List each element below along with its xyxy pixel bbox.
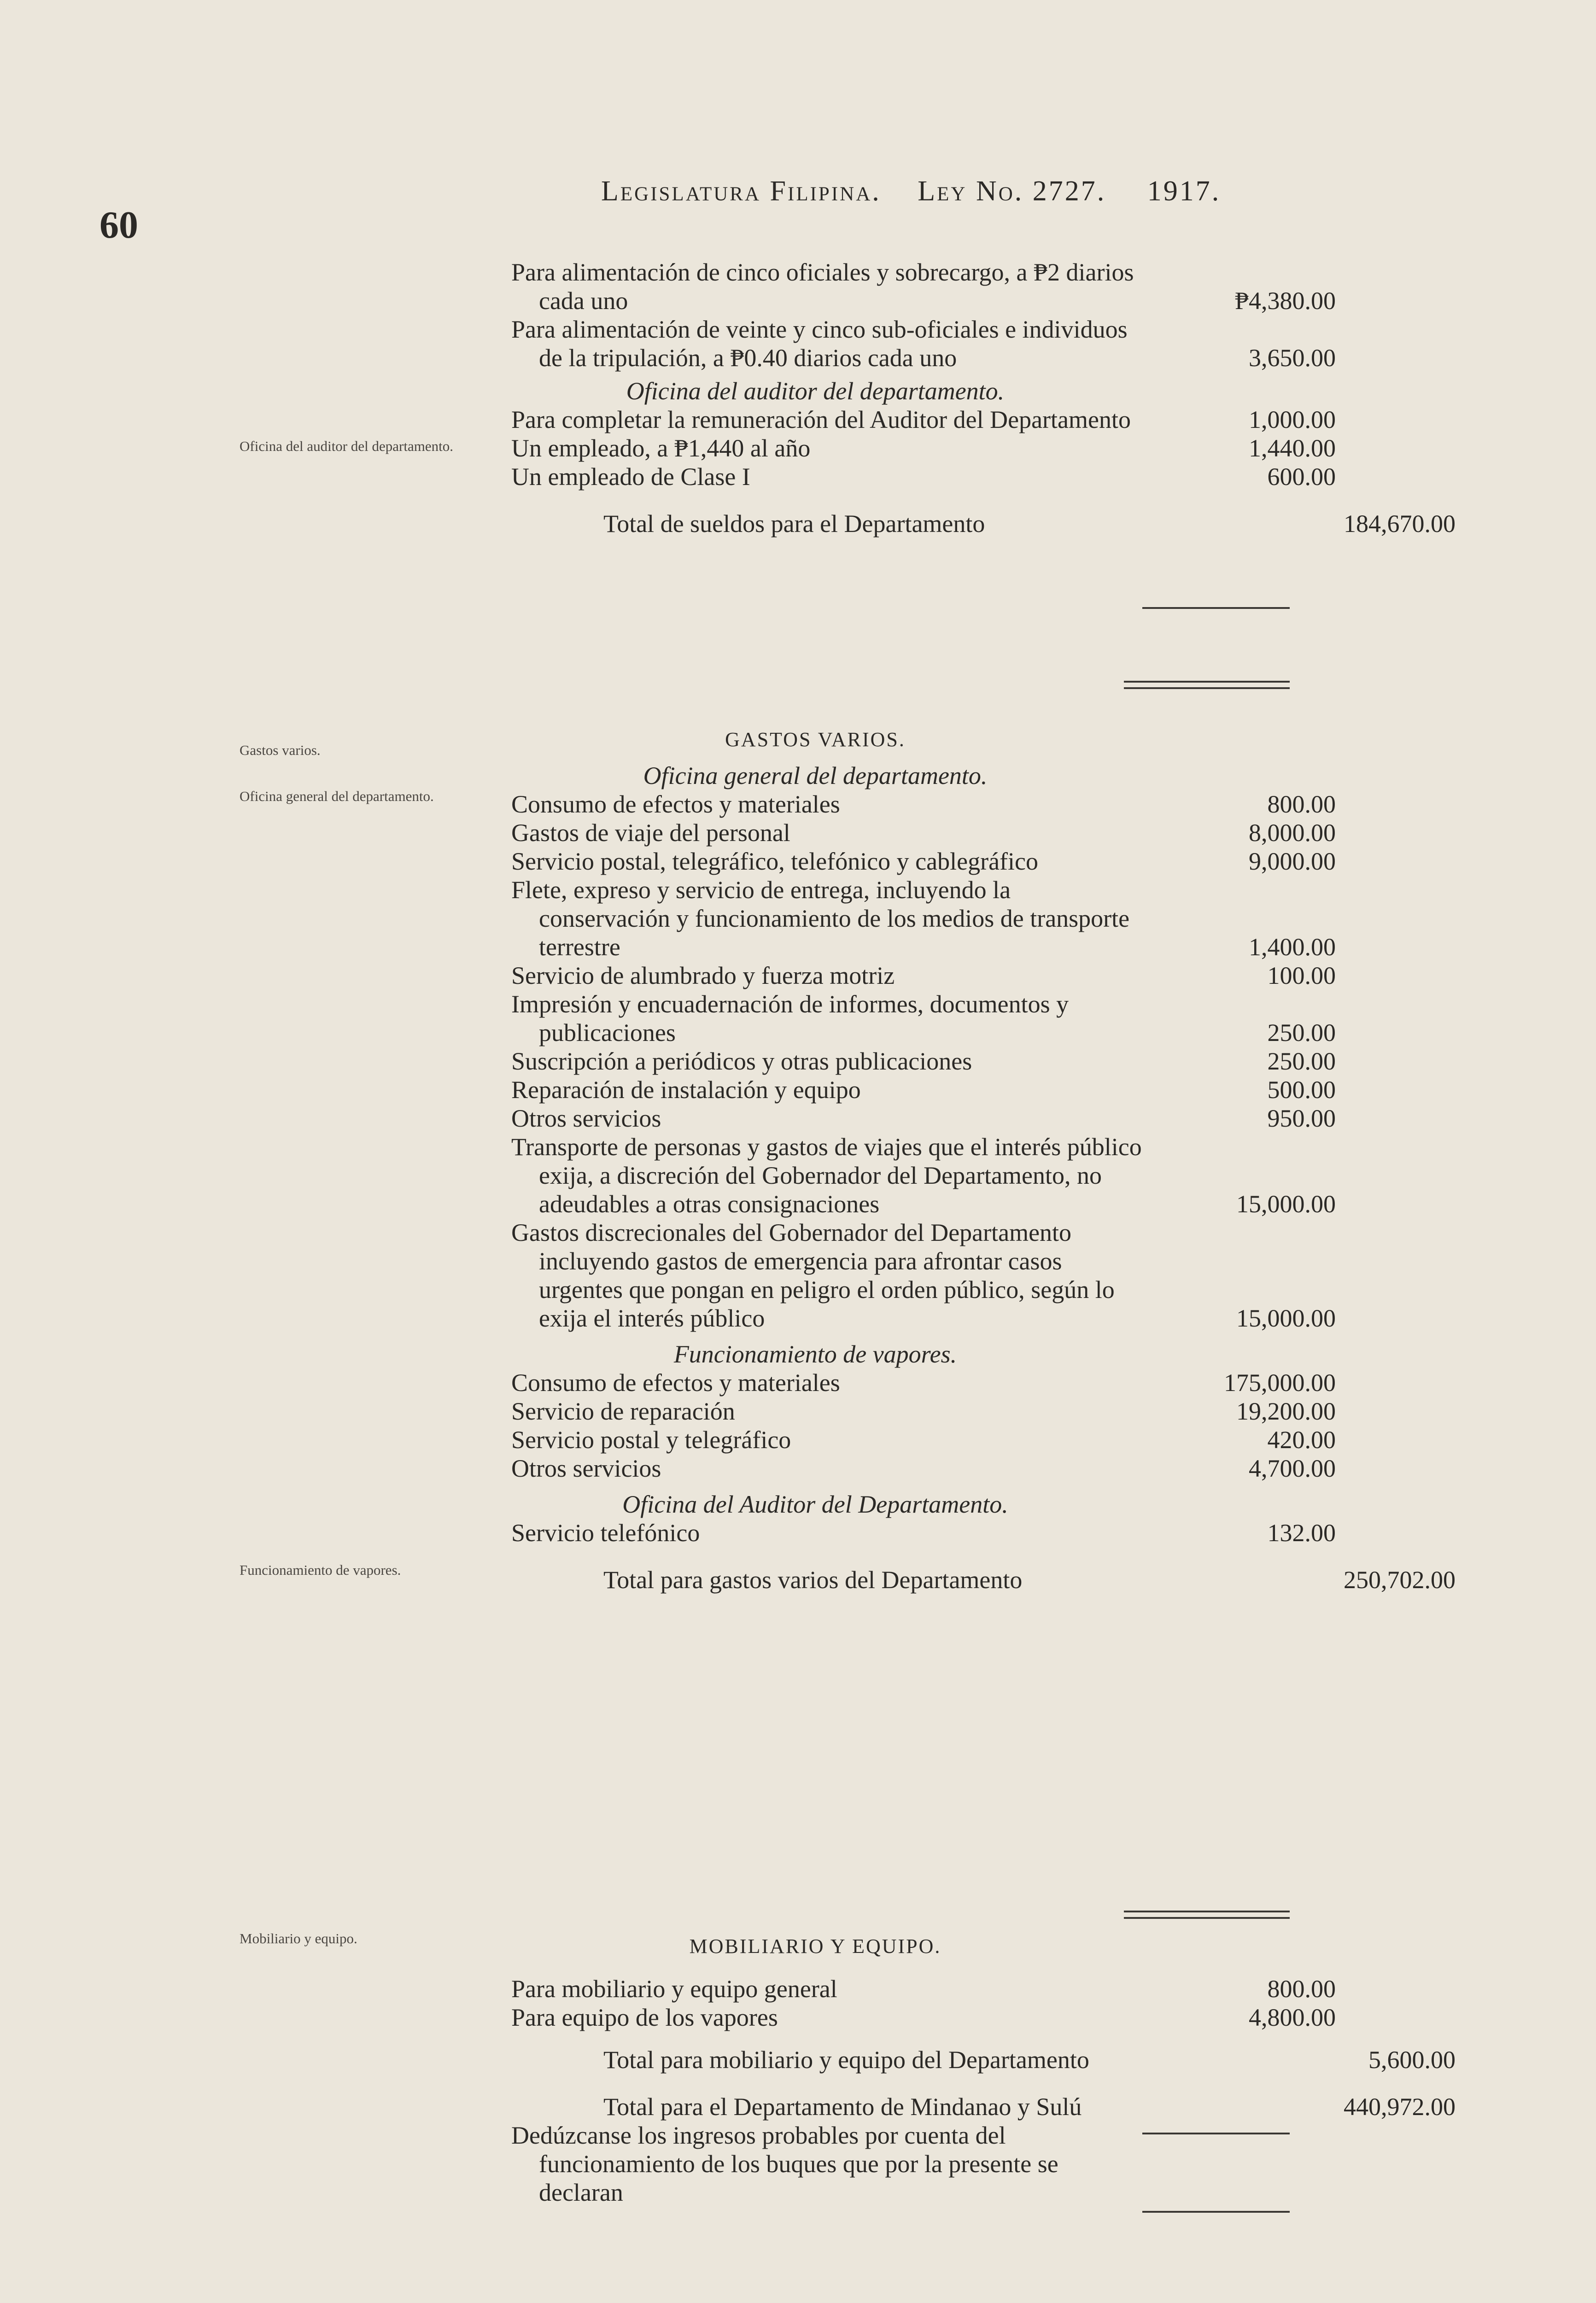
vapores-row [511,1368,1336,1397]
item-amount: 800.00 [1267,1975,1336,2003]
auditor2-heading: Oficina del Auditor del Departamento. [622,1491,1008,1518]
item-amount: 15,000.00 [1236,1304,1336,1332]
total-double-rule [1124,681,1290,689]
item-amount: 100.00 [1267,962,1336,989]
margin-note-gastos: Gastos varios. [240,742,321,758]
item-amount: ₱4,380.00 [1234,287,1336,315]
total-sueldos-text: Total de sueldos para el Departamento [603,510,985,538]
header-title: Legislatura Filipina. [601,175,881,207]
oficina-general-heading: Oficina general del departamento. [643,762,988,789]
mobiliario-caption: MOBILIARIO Y EQUIPO. [689,1935,941,1958]
salary-row [511,258,1336,315]
gastos-row [511,818,1336,847]
gastos-row [511,847,1336,876]
total-departamento-amount: 440,972.00 [1344,2093,1456,2121]
header-year: 1917. [1147,175,1221,207]
item-text: Suscripción a periódicos y otras publicaciones [511,1047,972,1075]
auditor-row [511,405,1336,434]
item-amount: 1,400.00 [1249,933,1336,961]
item-text: Para mobiliario y equipo general [511,1975,837,2003]
vapores-row [511,1426,1336,1454]
item-text: Para alimentación de cinco oficiales y sobrecargo, a ₱2 diarios cada uno [511,258,1134,315]
item-text: Otros servicios [511,1105,661,1132]
item-amount: 1,440.00 [1249,434,1336,462]
total-gastos-text: Total para gastos varios del Departamento [603,1566,1023,1594]
gastos-row [511,1104,1336,1133]
total-mobiliario-row [511,2046,1456,2074]
vapores-row [511,1454,1336,1483]
item-amount: 500.00 [1267,1076,1336,1104]
vapores-heading: Funcionamiento de vapores. [673,1340,957,1368]
gastos-row [511,961,1336,990]
item-amount: 600.00 [1267,463,1336,491]
gastos-varios-caption: GASTOS VARIOS. [725,728,906,751]
auditor-row [511,462,1336,491]
running-header [601,175,1221,208]
total-gastos-amount: 250,702.00 [1344,1566,1456,1594]
gastos-row [511,876,1336,961]
mobiliario-block [511,1932,1456,2207]
item-text: Consumo de efectos y materiales [511,1369,840,1397]
gastos-varios-block [511,725,1456,1594]
auditor2-row [511,1519,1336,1547]
item-text: Impresión y encuadernación de informes, documentos y publicaciones [511,990,1069,1046]
item-text: Un empleado, a ₱1,440 al año [511,434,811,462]
item-amount: 250.00 [1267,1019,1336,1046]
subtotal-rule [1142,2211,1290,2213]
salary-block [511,258,1456,538]
auditor-heading: Oficina del auditor del departamento. [626,377,1005,405]
item-text: Consumo de efectos y materiales [511,790,840,818]
item-amount: 3,650.00 [1249,344,1336,372]
gastos-row [511,990,1336,1047]
total-gastos-row [511,1566,1456,1594]
item-amount: 9,000.00 [1249,848,1336,875]
mobiliario-row [511,2003,1336,2032]
item-text: Servicio postal y telegráfico [511,1426,791,1454]
total-sueldos-row [511,509,1456,538]
page-number: 60 [99,204,138,246]
item-text: Para completar la remuneración del Auditor del Departamento [511,406,1131,433]
item-amount: 950.00 [1267,1105,1336,1132]
item-text: Reparación de instalación y equipo [511,1076,861,1104]
margin-note-auditor: Oficina del auditor del departamento. [240,438,453,454]
item-amount: 250.00 [1267,1047,1336,1075]
item-text: Servicio de alumbrado y fuerza motriz [511,962,895,989]
item-amount: 1,000.00 [1249,406,1336,433]
gastos-row [511,1133,1336,1218]
item-amount: 8,000.00 [1249,819,1336,847]
item-amount: 19,200.00 [1236,1397,1336,1425]
item-text: Para equipo de los vapores [511,2004,778,2031]
item-amount: 15,000.00 [1236,1190,1336,1218]
item-text: Gastos de viaje del personal [511,819,790,847]
total-double-rule [1124,1911,1290,1919]
item-text: Transporte de personas y gastos de viajes que el interés público exija, a discreción del Gobernador del Departamento, no adeudables a otras consignaciones [511,1133,1142,1218]
margin-note-mobiliario: Mobiliario y equipo. [240,1930,357,1946]
total-sueldos-amount: 184,670.00 [1344,510,1456,538]
item-text: Gastos discrecionales del Gobernador del Departamento incluyendo gastos de emergencia para afrontar casos urgentes que pongan en peligro el orden público, según lo exija el interés público [511,1219,1115,1332]
item-text: Servicio postal, telegráfico, telefónico y cablegráfico [511,848,1038,875]
subtotal-rule [1142,2133,1290,2134]
salary-row [511,315,1336,372]
item-amount: 132.00 [1267,1519,1336,1547]
total-departamento-row [511,2093,1456,2121]
item-text: Flete, expreso y servicio de entrega, incluyendo la conservación y funcionamiento de los medios de transporte terrestre [511,876,1130,961]
margin-note-oficina-general: Oficina general del departamento. [240,788,434,804]
total-mobiliario-amount: 5,600.00 [1368,2046,1456,2074]
gastos-row [511,1218,1336,1333]
gastos-row [511,1047,1336,1076]
item-amount: 4,700.00 [1249,1455,1336,1482]
item-text: Servicio telefónico [511,1519,700,1547]
item-amount: 175,000.00 [1224,1369,1336,1397]
header-law: Ley No. 2727. [918,175,1106,207]
vapores-row [511,1397,1336,1426]
margin-note-vapores: Funcionamiento de vapores. [240,1562,401,1578]
total-departamento-text: Total para el Departamento de Mindanao y Sulú [603,2093,1082,2121]
gastos-row [511,1076,1336,1104]
item-text: Un empleado de Clase I [511,463,750,491]
mobiliario-row [511,1975,1336,2003]
item-text: Otros servicios [511,1455,661,1482]
item-text: Para alimentación de veinte y cinco sub-oficiales e individuos de la tripulación, a ₱0.40 diarios cada uno [511,316,1128,372]
subtotal-rule [1142,607,1290,609]
item-amount: 420.00 [1267,1426,1336,1454]
deduzcanse-text: Dedúzcanse los ingresos probables por cuenta del funcionamiento de los buques que por la presente se declaran [511,2122,1058,2206]
gastos-row [511,790,1336,818]
item-text: Servicio de reparación [511,1397,735,1425]
item-amount: 800.00 [1267,790,1336,818]
item-amount: 4,800.00 [1249,2004,1336,2031]
total-mobiliario-text: Total para mobiliario y equipo del Departamento [603,2046,1089,2074]
auditor-row [511,434,1336,462]
